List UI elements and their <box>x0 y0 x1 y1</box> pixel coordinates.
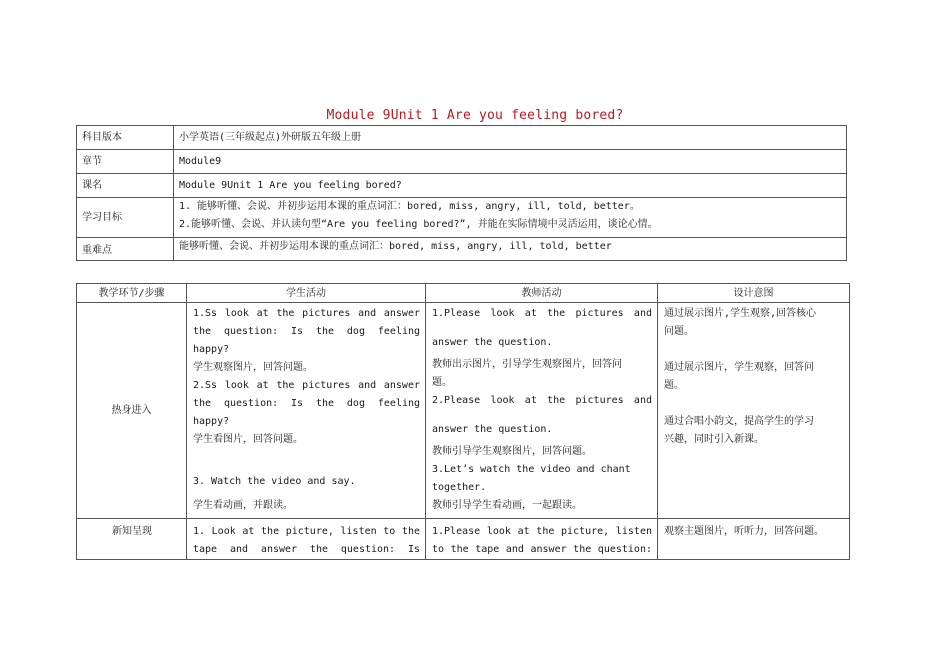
newknow-design-cell <box>658 519 850 560</box>
student-line: happy? <box>193 344 230 355</box>
lesson-row-warmup <box>77 303 850 519</box>
course-info-table <box>76 125 847 261</box>
student-line: 3. Watch the video and say. <box>193 476 356 487</box>
version-value: 小学英语(三年级起点)外研版五年级上册 <box>174 126 847 150</box>
student-line: 学生看图片，回答问题。 <box>193 434 303 445</box>
design-line: 通过展示图片，学生观察，回答问 <box>664 362 814 373</box>
info-row-chapter <box>77 150 847 174</box>
student-line: the question: Is the dog feeling <box>193 326 420 337</box>
student-line: the question: Is the dog feeling <box>193 398 420 409</box>
design-line: 观察主题图片，听听力，回答问题。 <box>664 526 824 537</box>
teacher-line: 教师出示图片，引导学生观察图片，回答问 <box>432 359 622 370</box>
info-row-goal <box>77 198 847 238</box>
teacher-line: 3.Let’s watch the video and chant <box>432 464 631 475</box>
teacher-line: 教师引导学生看动画，一起跟读。 <box>432 500 582 511</box>
design-line: 兴趣，同时引入新课。 <box>664 434 764 445</box>
teacher-line: to the tape and answer the question: <box>432 544 652 555</box>
teacher-line: 教师引导学生观察图片，回答问题。 <box>432 446 592 457</box>
teacher-line: 题。 <box>432 377 452 388</box>
chapter-value: Module9 <box>174 150 847 174</box>
document-title: Module 9Unit 1 Are you feeling bored? <box>326 108 624 123</box>
student-line: 学生观察图片，回答问题。 <box>193 362 313 373</box>
info-row-key <box>77 238 847 261</box>
goal-label: 学习目标 <box>77 198 174 238</box>
student-line: happy? <box>193 416 230 427</box>
lesson-header-row <box>77 284 850 303</box>
warmup-student-cell <box>187 303 426 519</box>
student-line: 学生看动画，并跟读。 <box>193 500 293 511</box>
stage-newknow: 新知呈现 <box>77 519 187 560</box>
version-label: 科目版本 <box>77 126 174 150</box>
info-row-version <box>77 126 847 150</box>
teacher-line: answer the question. <box>432 337 553 348</box>
student-line: 2.Ss look at the pictures and answer <box>193 380 420 391</box>
key-label: 重难点 <box>77 238 174 261</box>
course-value: Module 9Unit 1 Are you feeling bored? <box>174 174 847 198</box>
header-teacher: 教师活动 <box>426 284 658 303</box>
key-value: 能够听懂、会说、并初步运用本课的重点词汇：bored, miss, angry, ill, told, better <box>174 238 847 261</box>
newknow-student-cell <box>187 519 426 560</box>
teacher-line: answer the question. <box>432 424 553 435</box>
design-line: 通过合唱小韵文，提高学生的学习 <box>664 416 814 427</box>
warmup-design-cell <box>658 303 850 519</box>
student-line: 1.Ss look at the pictures and answer <box>193 308 420 319</box>
header-design: 设计意图 <box>658 284 850 303</box>
goal-line-2: 2.能够听懂、会说、并认读句型“Are you feeling bored?”, 并能在实际情境中灵活运用，谈论心情。 <box>179 219 658 230</box>
design-line: 题。 <box>664 380 684 391</box>
stage-warmup: 热身进入 <box>77 303 187 519</box>
header-stage: 教学环节/步骤 <box>77 284 187 303</box>
design-line: 问题。 <box>664 326 694 337</box>
header-student: 学生活动 <box>187 284 426 303</box>
lesson-plan-table <box>76 283 850 560</box>
warmup-teacher-cell <box>426 303 658 519</box>
newknow-teacher-cell <box>426 519 658 560</box>
info-row-course <box>77 174 847 198</box>
teacher-line: 1.Please look at the picture, listen <box>432 526 652 537</box>
design-line: 通过展示图片,学生观察,回答核心 <box>664 308 817 319</box>
teacher-line: together. <box>432 482 487 493</box>
course-label: 课名 <box>77 174 174 198</box>
lesson-row-newknow <box>77 519 850 560</box>
chapter-label: 章节 <box>77 150 174 174</box>
student-line: 1. Look at the picture, listen to the <box>193 526 420 537</box>
student-line: tape and answer the question: Is <box>193 544 420 555</box>
teacher-line: 1.Please look at the pictures and <box>432 308 652 319</box>
teacher-line: 2.Please look at the pictures and <box>432 395 652 406</box>
goal-line-1: 1. 能够听懂、会说、并初步运用本课的重点词汇：bored, miss, angry, ill, told, better。 <box>179 201 640 212</box>
